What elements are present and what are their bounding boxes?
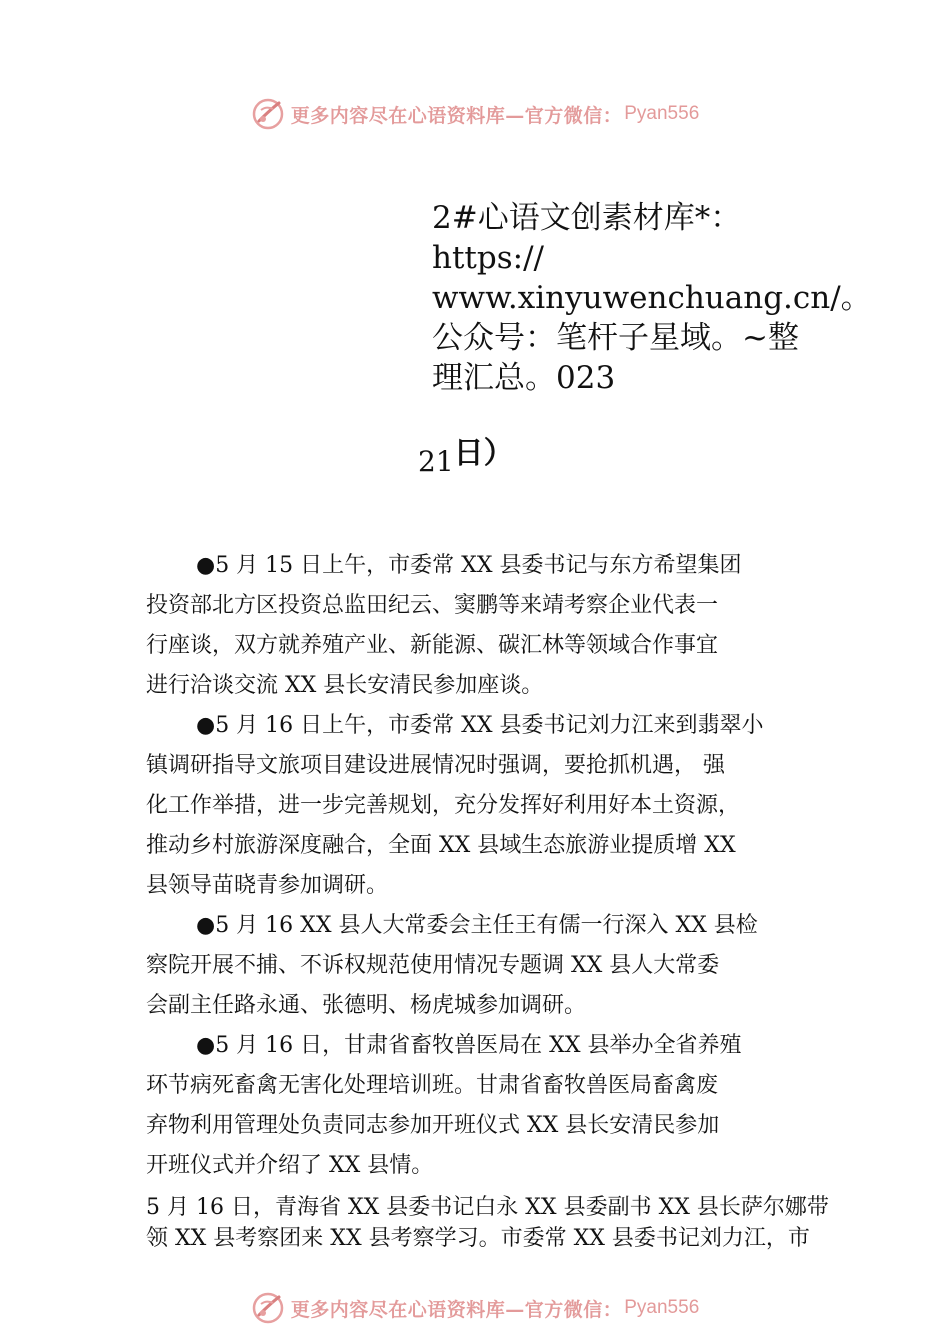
watermark-footer	[0, 1288, 950, 1328]
title-block	[432, 198, 872, 398]
date-suffix: 日）	[453, 436, 514, 471]
brush-logo-icon	[251, 1291, 285, 1325]
watermark-handle: Pyan556	[624, 103, 700, 124]
paragraph-line: 行座谈，双方就养殖产业、新能源、碳汇林等领域合作事宜	[146, 633, 719, 658]
brush-logo-icon	[251, 97, 285, 131]
paragraph-line: 推动乡村旅游深度融合，全面 XX 县域生态旅游业提质增 XX	[146, 833, 736, 858]
paragraph-line: 会副主任路永通、张德明、杨虎城参加调研。	[146, 993, 587, 1018]
paragraph-line: 镇调研指导文旅项目建设进展情况时强调，要抢抓机遇， 强	[146, 753, 725, 778]
paragraph-line: 5 月 16 日，青海省 XX 县委书记白永 XX 县委副书 XX 县长萨尔娜带	[146, 1195, 829, 1220]
watermark-header	[0, 94, 950, 134]
paragraph-line: 察院开展不捕、不诉权规范使用情况专题调 XX 县人大常委	[146, 953, 720, 978]
paragraph-line: 投资部北方区投资总监田纪云、窦鹏等来靖考察企业代表一	[146, 593, 719, 618]
paragraph-line: 环节病死畜禽无害化处理培训班。甘肃省畜牧兽医局畜禽废	[146, 1073, 719, 1098]
paragraph-4	[146, 1026, 826, 1186]
title-line: www.xinyuwenchuang.cn/。	[432, 280, 872, 316]
paragraph-line: 化工作举措，进一步完善规划，充分发挥好利用好本土资源，	[146, 793, 741, 818]
paragraph-line: 弃物利用管理处负责同志参加开班仪式 XX 县长安清民参加	[146, 1113, 720, 1138]
paragraph-2	[146, 706, 826, 906]
paragraph-1	[146, 546, 826, 706]
title-line: 公众号：笔杆子星域。~整	[432, 320, 799, 356]
paragraph-line: 开班仪式并介绍了 XX 县情。	[146, 1153, 434, 1178]
paragraph-line: ●5 月 16 日上午，市委常 XX 县委书记刘力江来到翡翠小	[196, 713, 764, 738]
watermark-text: 更多内容尽在心语资料库—官方微信：	[290, 104, 623, 127]
paragraph-line: 领 XX 县考察团来 XX 县考察学习。市委常 XX 县委书记刘力江，市	[146, 1226, 810, 1251]
watermark-text: 更多内容尽在心语资料库—官方微信：	[290, 1298, 623, 1321]
paragraph-line: ●5 月 15 日上午，市委常 XX 县委书记与东方希望集团	[196, 553, 742, 578]
date-line	[418, 436, 514, 480]
watermark-handle: Pyan556	[624, 1297, 700, 1318]
paragraph-line: ●5 月 16 XX 县人大常委会主任王有儒一行深入 XX 县检	[196, 913, 758, 938]
date-number: 21	[418, 445, 454, 478]
paragraph-line: ●5 月 16 日，甘肃省畜牧兽医局在 XX 县举办全省养殖	[196, 1033, 742, 1058]
paragraph-3	[146, 906, 826, 1026]
paragraph-line: 县领导苗晓青参加调研。	[146, 873, 389, 898]
title-line: 理汇总。023	[432, 360, 616, 396]
paragraph-5	[146, 1192, 829, 1254]
title-line: https://	[432, 240, 544, 276]
title-line: 2#心语文创素材库*：	[432, 200, 742, 236]
news-body	[146, 546, 829, 1254]
paragraph-line: 进行洽谈交流 XX 县长安清民参加座谈。	[146, 673, 544, 698]
